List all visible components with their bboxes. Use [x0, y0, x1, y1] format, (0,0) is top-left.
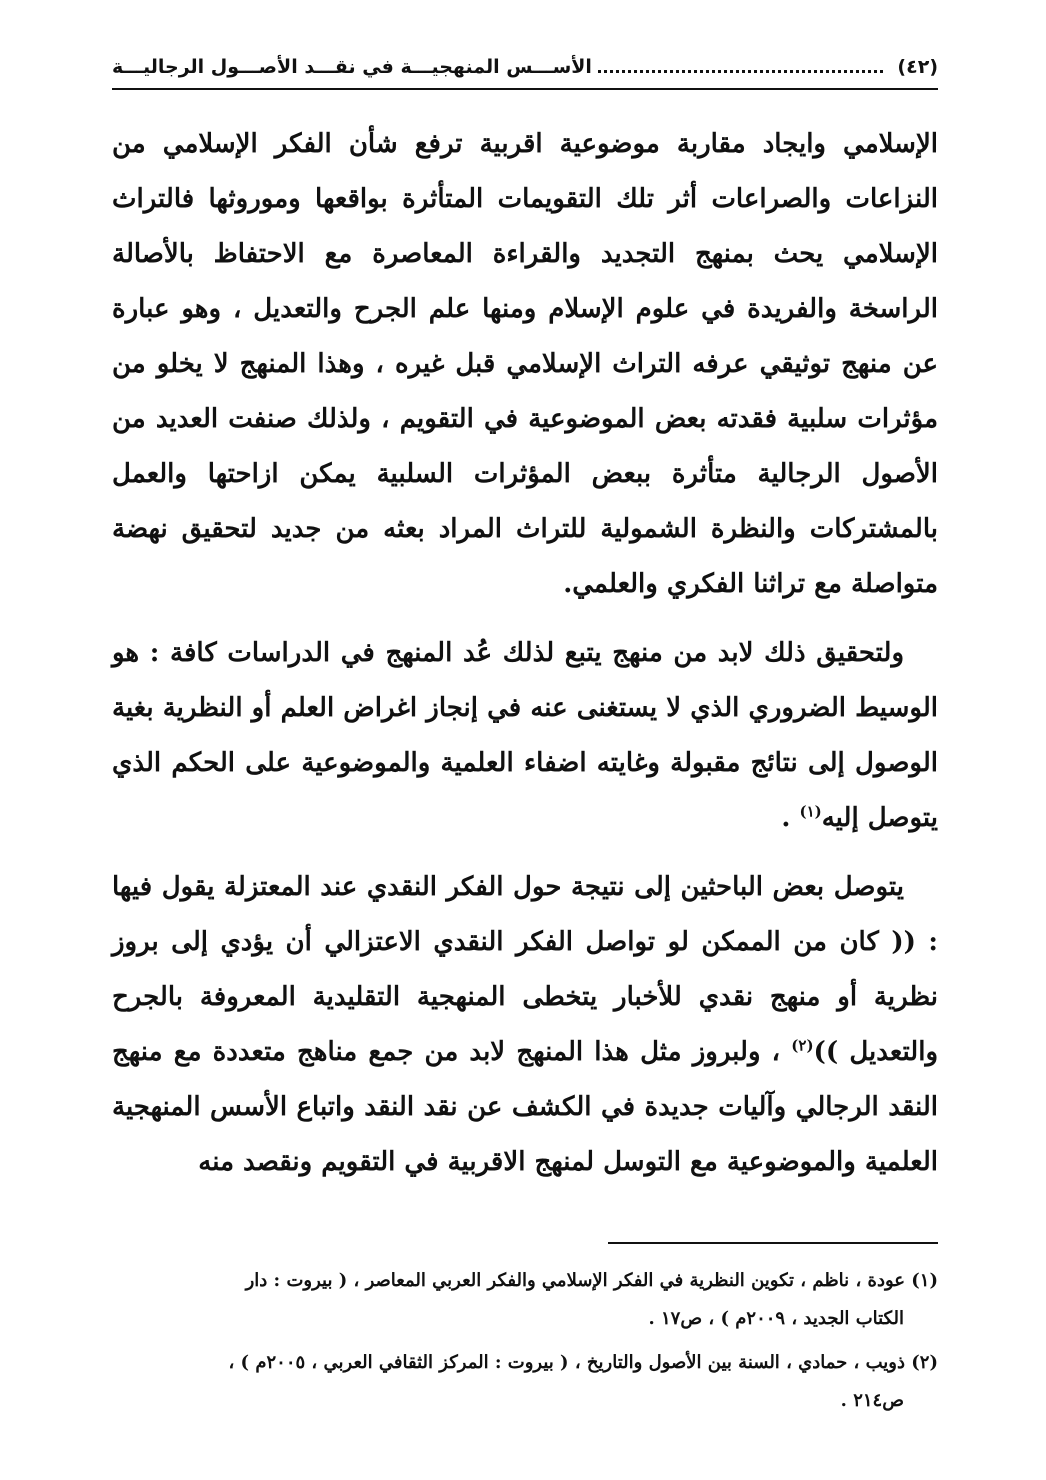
running-title: الأســـس المنهجيـــة في نقـــد الأصـــول الرجاليـــة: [112, 56, 592, 78]
paragraph-2-end: .: [781, 803, 800, 833]
paragraph-1: الإسلامي وايجاد مقاربة موضوعية اقربية ترفع شأن الفكر الإسلامي من النزاعات والصراعات أثر تلك التقويمات المتأثرة بواقعها وموروثها فالتراث الإسلامي يحث بمنهج التجديد والقراءة المعاصرة مع الاحتفاظ بالأصالة الراسخة والفريدة في علوم الإسلام ومنها علم الجرح والتعديل ، وهو عبارة عن منهج توثيقي عرفه التراث الإسلامي قبل غيره ، وهذا المنهج لا يخلو من مؤثرات سلبية فقدته بعض الموضوعية في التقويم ، ولذلك صنفت العديد من الأصول الرجالية متأثرة ببعض المؤثرات السلبية يمكن ازاحتها والعمل بالمشتركات والنظرة الشمولية للتراث المراد بعثه من جديد لتحقيق نهضة متواصلة مع تراثنا الفكري والعلمي.: [112, 129, 939, 599]
footnote-2-line2: ص٢١٤ .: [840, 1390, 904, 1411]
footnote-separator: [608, 1242, 938, 1244]
header-rule: [112, 88, 938, 90]
main-text: [112, 117, 938, 1190]
footnote-ref-1[interactable]: (١): [799, 802, 822, 821]
paragraph-2: [112, 626, 938, 846]
footnotes: [112, 1262, 938, 1426]
header-dot-leader: [598, 70, 884, 73]
footnote-2-line1: (٢) ذويب ، حمادي ، السنة بين الأصول والتاريخ ، ( بيروت : المركز الثقافي العربي ، ٢٠٠٥م ) ،: [228, 1352, 938, 1373]
paragraph-3-rest: ، ولبروز مثل هذا المنهج لابد من جمع مناهج متعددة مع منهج النقد الرجالي وآليات جديدة في الكشف عن نقد النقد واتباع الأسس المنهجية العلمية والموضوعية مع التوسل لمنهج الاقربية في التقويم ونقصد منه: [112, 1037, 938, 1177]
footnote-1: [112, 1262, 938, 1338]
paragraph-3: [112, 860, 938, 1190]
paragraph-2-text: ولتحقيق ذلك لابد من منهج يتبع لذلك عُد المنهج في الدراسات كافة : هو الوسيط الضروري الذي لا يستغنى عنه في إنجاز اغراض العلم أو النظرية بغية الوصول إلى نتائج مقبولة وغايته اضفاء العلمية والموضوعية على الحكم الذي يتوصل إليه: [112, 638, 938, 833]
footnote-1-line2: الكتاب الجديد ، ٢٠٠٩م ) ، ص١٧ .: [648, 1308, 904, 1329]
running-header: [112, 50, 938, 84]
page-number: (٤٢): [897, 56, 938, 78]
footnote-1-line1: (١) عودة ، ناظم ، تكوين النظرية في الفكر الإسلامي والفكر العربي المعاصر ، ( بيروت : دار: [245, 1270, 938, 1291]
footnote-2: [112, 1344, 938, 1420]
footnote-ref-2[interactable]: (٢): [791, 1036, 814, 1055]
paragraph-3-quote: يتوصل بعض الباحثين إلى نتيجة حول الفكر النقدي عند المعتزلة يقول فيها : (( كان من الممكن لو تواصل الفكر النقدي الاعتزالي أن يؤدي إلى بروز نظرية أو منهج نقدي للأخبار يتخطى المنهجية التقليدية المعروفة بالجرح والتعديل )): [112, 872, 938, 1067]
